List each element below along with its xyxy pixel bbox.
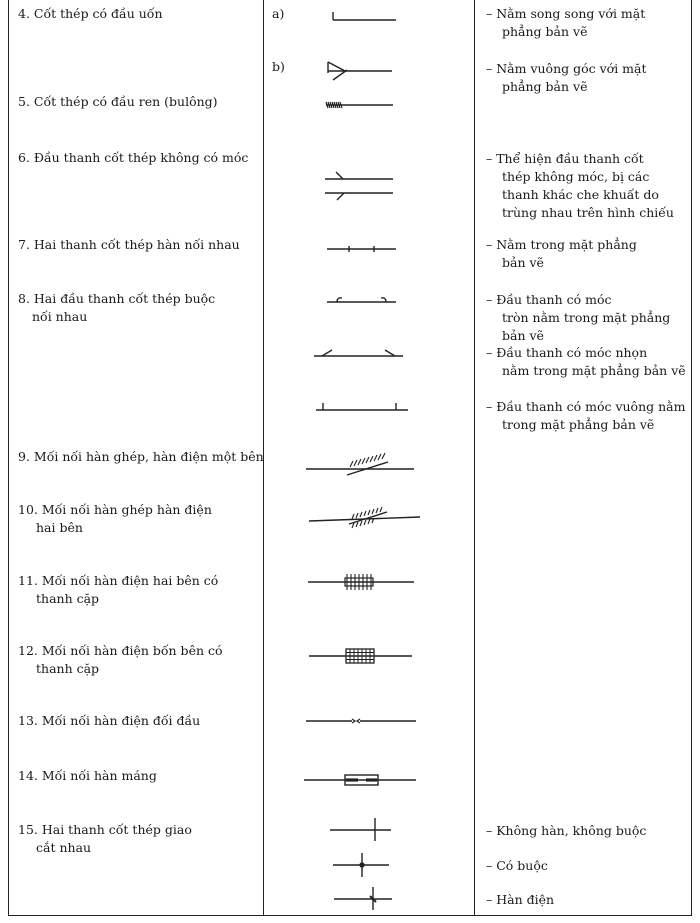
symbol-weld-two-sides-splice [308,574,414,590]
row-7-note: – Nằm trong mặt phẳng bản vẽ [486,237,637,270]
symbol-lap-weld-two-sides [309,507,420,528]
row-8-note-3: – Đầu thanh có móc vuông nằm trong mặt phẳng bản vẽ [486,399,686,432]
row-15-name: 15. Hai thanh cốt thép giao cắt nhau [18,822,192,855]
row-11-name: 11. Mối nối hàn điện hai bên có thanh cặp [18,573,219,606]
row-8-note-2: – Đầu thanh có móc nhọn nằm trong mặt phẳng bản vẽ [486,345,686,378]
row-7-name: 7. Hai thanh cốt thép hàn nối nhau [18,237,240,252]
row-4-name: 4. Cốt thép có đầu uốn [18,6,163,21]
symbol-welded-bars [327,246,396,252]
symbol-round-hook-tie [327,298,396,302]
row-8-note-1: – Đầu thanh có móc tròn nằm trong mặt phẳng bản vẽ [486,292,671,343]
symbol-threaded-end [326,102,393,108]
row-15-note-1: – Không hàn, không buộc [486,823,647,838]
row-9-name: 9. Mối nối hàn ghép, hàn điện một bên [18,449,264,464]
symbol-cross-welded [334,887,392,910]
row-12-name: 12. Mối nối hàn điện bốn bên có thanh cặp [18,643,223,676]
marker-b: b) [272,59,285,74]
row-13-name: 13. Mối nối hàn điện đối đầu [18,713,201,728]
row-4-note-b: – Nằm vuông góc với mặt phẳng bản vẽ [486,61,647,94]
row-10-name: 10. Mối nối hàn ghép hàn điện hai bên [18,502,212,535]
row-14-name: 14. Mối nối hàn máng [18,768,157,783]
row-5-name: 5. Cốt thép có đầu ren (bulông) [18,94,218,109]
symbol-cross-tied [333,853,389,877]
symbol-butt-weld [306,719,416,723]
row-6-name: 6. Đầu thanh cốt thép không có móc [18,150,249,165]
symbol-sharp-hook-tie [314,350,403,356]
row-8-name: 8. Hai đầu thanh cốt thép buộc nối nhau [18,291,216,324]
symbol-square-hook-tie [316,403,408,410]
row-4-note-a: – Nằm song song với mặt phẳng bản vẽ [486,6,646,39]
row-6-note: – Thể hiện đầu thanh cốt thép không móc, bị các thanh khác che khuất do trùng nhau trên hình chiếu [486,151,674,220]
symbol-channel-weld [304,775,416,785]
symbol-lap-weld-one-side [306,453,414,475]
symbol-weld-four-sides-splice [309,649,412,663]
symbol-hookless-ends [325,172,393,200]
row-15-note-3: – Hàn điện [486,892,555,907]
marker-a: a) [272,6,285,21]
row-15-note-2: – Có buộc [486,858,548,873]
symbol-bent-end-parallel [333,12,396,20]
symbol-cross-no-weld [330,818,391,841]
symbol-bent-end-perpendicular [328,62,392,80]
